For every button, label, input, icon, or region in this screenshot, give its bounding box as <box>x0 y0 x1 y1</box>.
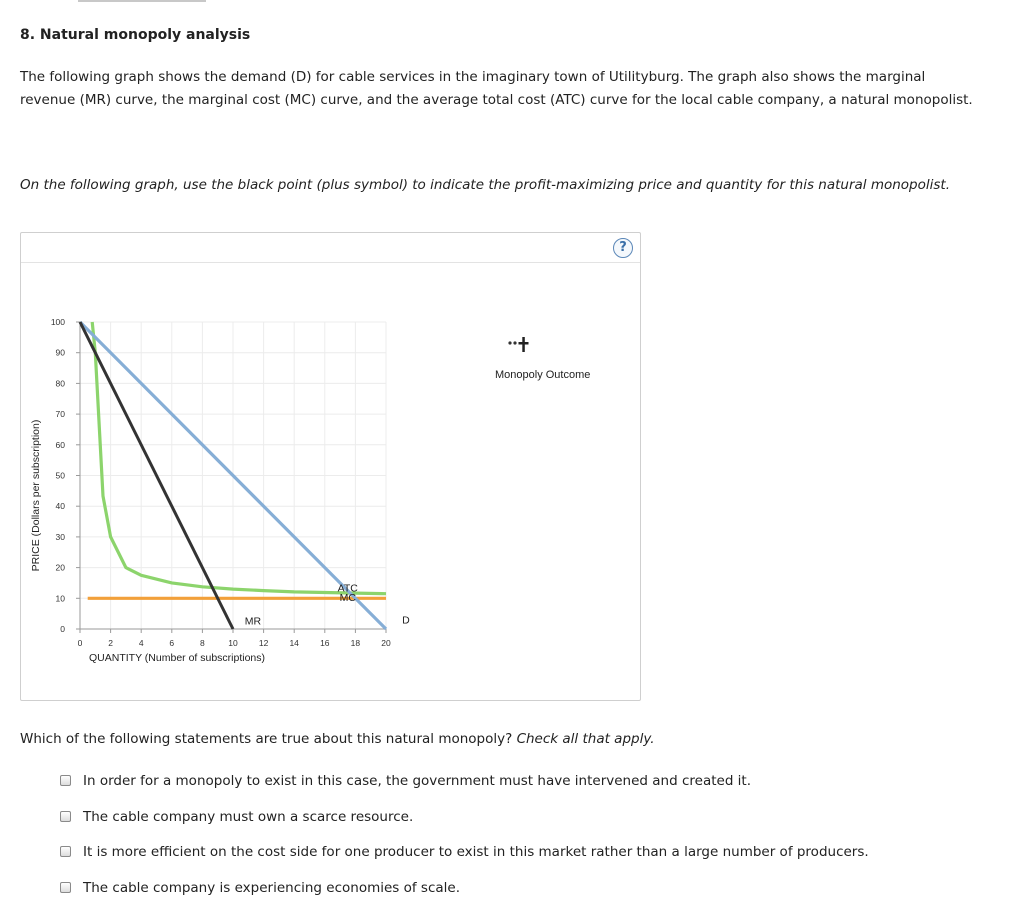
question-title: 8. Natural monopoly analysis <box>20 27 250 43</box>
y-tick-label: 100 <box>51 317 65 327</box>
x-tick-label: 18 <box>351 638 361 648</box>
option-one-producer-efficient[interactable] <box>60 844 869 880</box>
y-tick-label: 60 <box>56 440 66 450</box>
x-tick-label: 12 <box>259 638 269 648</box>
x-tick-label: 8 <box>200 638 205 648</box>
x-tick-label: 14 <box>289 638 299 648</box>
y-tick-label: 70 <box>56 409 66 419</box>
mr-label: MR <box>245 615 262 627</box>
x-tick-label: 4 <box>139 638 144 648</box>
atc-curve <box>92 322 386 594</box>
statement-options <box>60 773 869 915</box>
labels <box>30 317 410 664</box>
checkbox[interactable] <box>60 775 71 786</box>
y-tick-label: 40 <box>56 501 66 511</box>
y-tick-label: 20 <box>56 563 66 573</box>
graph-instruction: On the following graph, use the black point (plus symbol) to indicate the profit-maximizing price and quantity for this natural monopolist. <box>20 174 980 197</box>
atc-label: ATC <box>338 582 359 594</box>
plus-point-icon[interactable] <box>519 337 529 352</box>
y-tick-label: 50 <box>56 471 66 481</box>
option-label: The cable company is experiencing economies of scale. <box>83 880 460 896</box>
tool-label: Monopoly Outcome <box>495 369 590 381</box>
y-tick-label: 0 <box>60 624 65 634</box>
x-tick-label: 0 <box>78 638 83 648</box>
graph-panel <box>20 232 641 701</box>
top-divider <box>78 0 206 2</box>
mc-label: MC <box>340 592 357 604</box>
y-tick-label: 90 <box>56 348 66 358</box>
option-scarce-resource[interactable] <box>60 809 869 845</box>
monopoly-outcome-tool[interactable] <box>495 337 590 381</box>
checkbox[interactable] <box>60 811 71 822</box>
y-axis-label: PRICE (Dollars per subscription) <box>30 420 42 572</box>
y-tick-label: 30 <box>56 532 66 542</box>
y-tick-label: 10 <box>56 593 66 603</box>
option-label: The cable company must own a scarce resource. <box>83 809 413 825</box>
tool-dot <box>513 341 516 344</box>
monopoly-graph <box>21 233 640 700</box>
x-axis-label: QUANTITY (Number of subscriptions) <box>89 652 265 664</box>
statements-prompt <box>20 731 655 747</box>
option-label: In order for a monopoly to exist in this case, the government must have intervened and created it. <box>83 773 751 789</box>
x-tick-label: 16 <box>320 638 330 648</box>
tool-dot <box>508 341 511 344</box>
x-tick-label: 2 <box>108 638 113 648</box>
y-tick-label: 80 <box>56 378 66 388</box>
option-economies-of-scale[interactable] <box>60 880 869 915</box>
x-tick-label: 20 <box>381 638 391 648</box>
checkbox[interactable] <box>60 846 71 857</box>
option-government-created[interactable] <box>60 773 869 809</box>
question-intro: The following graph shows the demand (D) for cable services in the imaginary town of Utilityburg. The graph also shows the marginal revenue (MR) curve, the marginal cost (MC) curve, and the average total cost (ATC) curve for the local cable company, a natural monopolist. <box>20 66 980 111</box>
statements-question: Which of the following statements are true about this natural monopoly? <box>20 731 512 747</box>
option-label: It is more efficient on the cost side for one producer to exist in this market rather than a large number of producers. <box>83 844 869 860</box>
x-tick-label: 6 <box>169 638 174 648</box>
checkbox[interactable] <box>60 882 71 893</box>
statements-hint: Check all that apply. <box>517 731 655 747</box>
help-button[interactable]: ? <box>613 238 633 258</box>
demand-label: D <box>402 614 410 626</box>
x-tick-label: 10 <box>228 638 238 648</box>
